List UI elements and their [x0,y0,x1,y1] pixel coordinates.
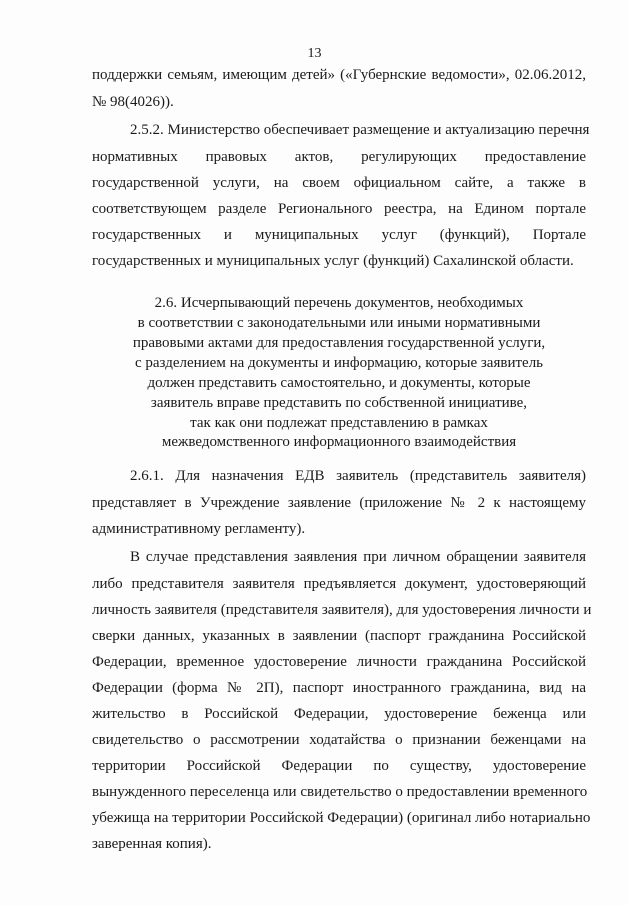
text-line: свидетельство о рассмотрении ходатайства о признании беженцами на [92,732,586,748]
text-line: 2.5.2. Министерство обеспечивает размещение и актуализацию перечня [130,122,590,138]
text-line: заверенная копия). [92,836,212,852]
text-line: Федерации (форма № 2П), паспорт иностранного гражданина, вид на [92,680,586,696]
text-line: территории Российской Федерации по существу, удостоверение [92,758,586,774]
text-line: личность заявителя (представителя заявителя), для удостоверения личности и [92,602,592,618]
page-number: 13 [307,46,322,61]
section-heading-line: так как они подлежат представлению в рамках [190,415,488,431]
section-heading-line: правовыми актами для предоставления государственной услуги, [132,335,546,351]
text-line: нормативных правовых актов, регулирующих предоставление [92,149,586,165]
text-line: государственных и муниципальных услуг (функций), Порталe [92,227,586,243]
text-line: сверки данных, указанных в заявлении (паспорт гражданина Российской [92,628,586,644]
text-line: государственных и муниципальных услуг (функций) Сахалинской области. [92,253,574,269]
text-line: Федерации, временное удостоверение личности гражданина Российской [92,654,586,670]
section-heading-line: с разделением на документы и информацию, которые заявитель [134,355,544,371]
section-heading-line: межведомственного информационного взаимодействия [161,434,517,450]
text-line: государственной услуги, на своем официальном сайте, а также в [92,175,586,191]
text-line: представляет в Учреждение заявление (приложение № 2 к настоящему [92,495,586,511]
text-line: административному регламенту). [92,521,306,537]
text-line: В случае представления заявления при личном обращении заявителя [130,549,586,565]
section-heading-line: 2.6. Исчерпывающий перечень документов, необходимых [154,295,524,311]
text-line: убежища на территории Российской Федерации) (оригинал либо нотариально [92,810,591,826]
section-heading-line: заявитель вправе представить по собственной инициативе, [150,395,528,411]
text-line: соответствующем разделе Регионального реестра, на Едином портале [92,201,586,217]
text-line: либо представителя заявителя предъявляется документ, удостоверяющий [92,576,586,592]
text-line: поддержки семьям, имеющим детей» («Губернские ведомости», 02.06.2012, [92,67,586,83]
text-line: вынужденного переселенца или свидетельство о предоставлении временного [92,784,588,800]
text-line: жительство в Российской Федерации, удостоверение беженца или [92,706,586,722]
text-line: № 98(4026)). [92,94,174,110]
text-line: 2.6.1. Для назначения ЕДВ заявитель (представитель заявителя) [130,468,586,484]
section-heading-line: должен представить самостоятельно, и документы, которые [147,375,531,391]
section-heading-line: в соответствии с законодательными или иными нормативными [137,315,541,331]
